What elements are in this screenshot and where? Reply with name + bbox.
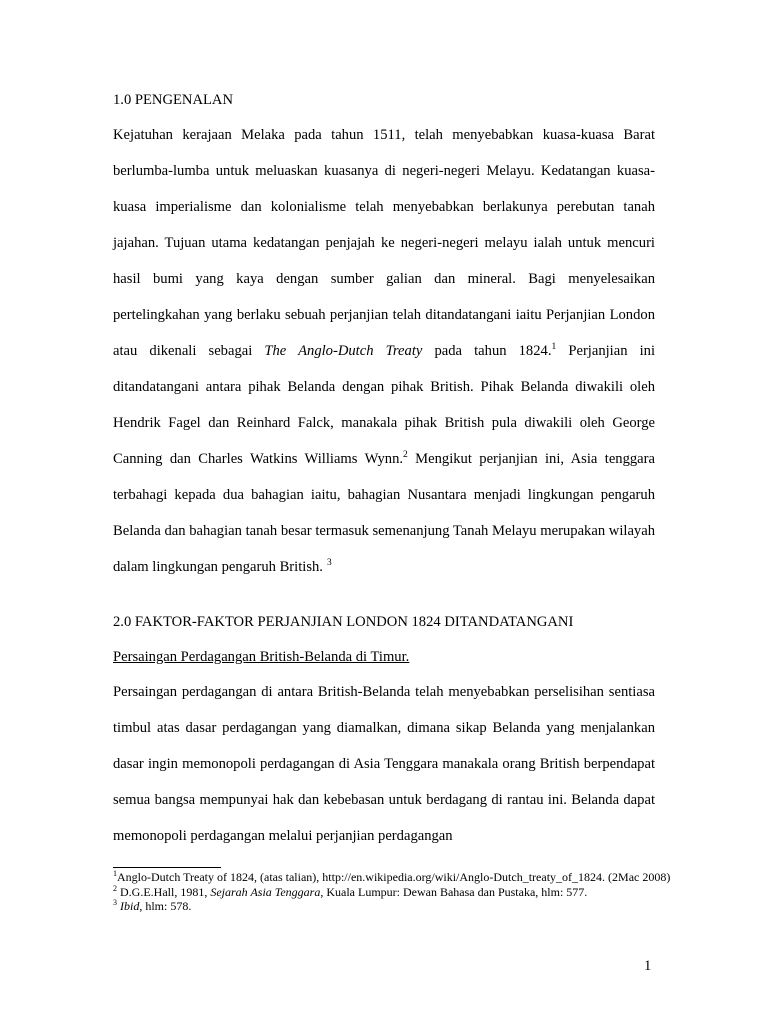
footnote-3-ibid: Ibid — [120, 899, 140, 913]
page-number: 1 — [644, 958, 652, 974]
section-heading-factors: 2.0 FAKTOR-FAKTOR PERJANJIAN LONDON 1824 DITANDATANGANI — [113, 614, 574, 630]
footnote-1-text: Anglo-Dutch Treaty of 1824, (atas talian), http://en.wikipedia.org/wiki/Anglo-Dutch_treaty_of_1824. (2Mac 2008) — [117, 870, 671, 884]
subheading-trade-rivalry: Persaingan Perdagangan British-Belanda di Timur. — [113, 649, 410, 665]
footnote-ref-3: 3 — [326, 558, 332, 569]
footnote-2-mark: 2 — [113, 883, 117, 893]
footnote-separator — [113, 867, 221, 868]
intro-text-part-c: Perjanjian ini ditandatangani antara pihak Belanda dengan pihak British. Pihak Belanda diwakili oleh Hendrik Fagel dan Reinhard Falck, manakala pihak British pula diwakili oleh George Canning dan Charles Watkins Williams Wynn. — [113, 343, 656, 467]
section-heading-introduction: 1.0 PENGENALAN — [113, 92, 233, 108]
footnote-1 — [113, 870, 673, 885]
footnotes — [113, 867, 673, 914]
footnote-3-mark: 3 — [113, 898, 117, 907]
treaty-name: The Anglo-Dutch Treaty — [264, 343, 423, 359]
footnote-ref-2: 2 — [403, 450, 408, 461]
intro-text-part-a: Kejatuhan kerajaan Melaka pada tahun 1511, telah menyebabkan kuasa-kuasa Barat berlumba-lumba untuk meluaskan kuasanya di negeri-negeri Melayu. Kedatangan kuasa-kuasa imperialisme dan kolonialisme telah menyebabkan berlakunya perebutan tanah jajahan. Tujuan utama kedatangan penjajah ke negeri-negeri melayu ialah untuk mencuri hasil bumi yang kaya dengan sumber galian dan mineral. Bagi menyelesaikan pertelingkahan yang berlaku sebuah perjanjian telah ditandatangani iaitu Perjanjian London atau dikenali sebagai — [113, 127, 655, 359]
introduction-paragraph — [113, 117, 655, 585]
page-body — [113, 90, 655, 862]
footnote-2-text-b: , Kuala Lumpur: Dewan Bahasa dan Pustaka, hlm: 577. — [320, 884, 588, 899]
footnote-3 — [113, 899, 673, 914]
footnote-2 — [113, 885, 673, 900]
trade-rivalry-paragraph: Persaingan perdagangan di antara British-Belanda telah menyebabkan perselisihan sentiasa timbul atas dasar perdagangan yang diamalkan, dimana sikap Belanda yang menjalankan dasar ingin memonopoli perdagangan di Asia Tenggara manakala orang British berpendapat semua bangsa mempunyai hak dan kebebasan untuk berdagang di rantau ini. Belanda dapat memonopoli perdagangan melalui perjanjian perdagangan — [113, 684, 655, 844]
footnote-ref-1: 1 — [551, 342, 557, 353]
footnote-1-mark: 1 — [113, 869, 117, 878]
intro-text-part-b: pada tahun 1824. — [434, 343, 552, 359]
intro-text-part-d: Mengikut perjanjian ini, Asia tenggara terbahagi kepada dua bahagian iaitu, bahagian Nusantara menjadi lingkungan pengaruh Belanda dan bahagian tanah besar termasuk semenanjung Tanah Melayu merupakan wilayah dalam lingkungan pengaruh British. — [113, 451, 655, 575]
footnote-3-text: , hlm: 578. — [139, 899, 192, 913]
footnote-2-book-title: Sejarah Asia Tenggara — [210, 884, 321, 899]
footnote-2-text-a: D.G.E.Hall, 1981, — [120, 884, 208, 899]
